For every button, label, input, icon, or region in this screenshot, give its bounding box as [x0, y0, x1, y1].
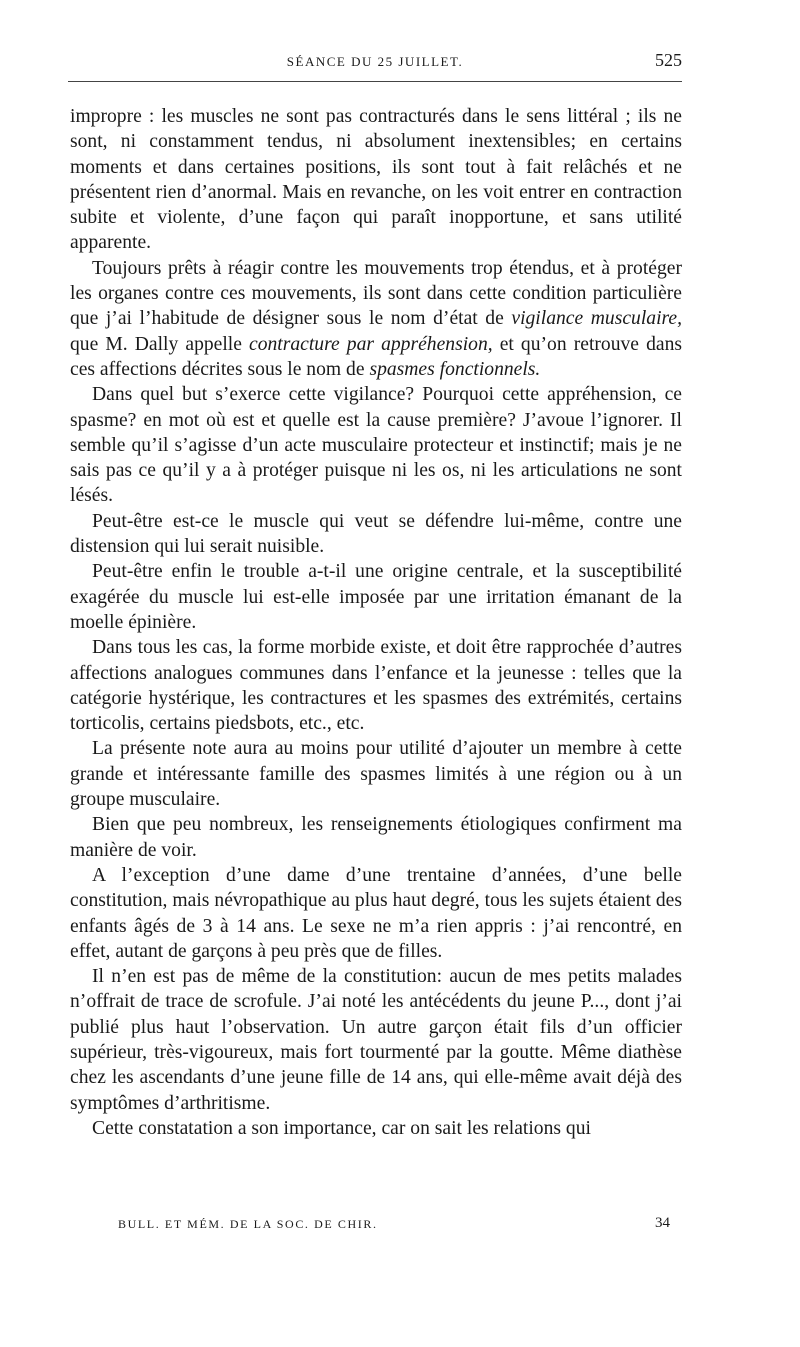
paragraph	[70, 812, 682, 863]
paragraph	[70, 104, 682, 256]
paragraph-text: que M. Dally appelle	[70, 333, 250, 355]
paragraph-text: Bien que peu nombreux, les renseignements étiologiques confirment ma manière de voir.	[70, 814, 682, 861]
paragraph-text: Peut-être enfin le trouble a-t-il une origine centrale, et la susceptibilité exagérée du muscle lui est-elle imposée par une irritation émanant de la moelle épinière.	[70, 561, 682, 633]
paragraph	[70, 635, 682, 736]
paragraph-text: Dans tous les cas, la forme morbide existe, et doit être rapprochée d’autres affections analogues communes dans l’enfance et la jeunesse : telles que la catégorie hystérique, les contractures et les spasmes des extrémités, certains torticolis, certains piedsbots, etc., etc.	[70, 637, 682, 735]
paragraph	[70, 863, 682, 964]
paragraph-text: Toujours prêts à réagir contre les mouvements trop étendus, et à protéger les organes contre ces mouvements, ils sont dans cette condition particulière que j’ai l’habitude de désigner sous le nom d’état de	[70, 257, 682, 330]
page-footer	[70, 1215, 682, 1237]
italic-text: contracture par appréhension,	[249, 333, 493, 355]
paragraph-text: Il n’en est pas de même de la constitution: aucun de mes petits malades n’offrait de trace de scrofule. J’ai noté les antécédents du jeune P..., dont j’ai publié plus haut l’observation. Un autre garçon était fils d’un officier supérieur, très-vigoureux, mais fort tourmenté par la goutte. Même diathèse chez les ascendants d’une jeune fille de 14 ans, qui elle-même avait déjà des symptômes d’arthritisme.	[70, 966, 682, 1114]
paragraph	[70, 736, 682, 812]
paragraph-text: impropre : les muscles ne sont pas contracturés dans le sens littéral ; ils ne sont, ni constamment tendus, ni absolument inextensibles; en certains moments et dans certaines positions, ils sont tout à fait relâchés et ne présentent rien d’anormal. Mais en revanche, on les voit entrer en contraction subite et violente, d’une façon qui paraît inopportune, et sans utilité apparente.	[70, 106, 682, 254]
paragraph-text: Dans quel but s’exerce cette vigilance? Pourquoi cette appréhension, ce spasme? en mot où est et quelle est la cause première? J’avoue l’ignorer. Il semble qu’il s’agisse d’un acte musculaire protecteur et instinctif; mais je ne sais pas ce qu’il y a à protéger puisque ni les os, ni les articulations ne sont lésés.	[70, 384, 682, 507]
page-number: 525	[655, 50, 682, 70]
italic-text: spasmes fonctionnels.	[369, 358, 541, 380]
paragraph	[70, 964, 682, 1116]
paragraph	[70, 559, 682, 635]
italic-text: vigilance musculaire,	[511, 308, 683, 330]
signature-mark: 34	[655, 1215, 670, 1231]
running-head: SÉANCE DU 25 JUILLET.	[286, 54, 464, 69]
paragraph	[70, 256, 682, 382]
paragraph-text: Peut-être est-ce le muscle qui veut se défendre lui-même, contre une distension qui lui serait nuisible.	[70, 510, 682, 558]
page-header	[68, 48, 682, 78]
paragraph	[70, 382, 682, 508]
paragraph-text: Cette constatation a son importance, car on sait les relations qui	[92, 1117, 591, 1139]
header-rule	[68, 81, 682, 82]
paragraph-text: et qu’on retrouve dans ces affections décrites sous le nom de	[70, 333, 682, 380]
journal-footer: BULL. ET MÉM. DE LA SOC. DE CHIR.	[118, 1217, 378, 1231]
paragraph	[70, 509, 682, 560]
paragraph-text: A l’exception d’une dame d’une trentaine d’années, d’une belle constitution, mais névropathique au plus haut degré, tous les sujets étaient des enfants âgés de 3 à 14 ans. Le sexe ne m’a rien appris : j’ai rencontré, en effet, autant de garçons à peu près que de filles.	[70, 864, 682, 962]
paragraph-text: La présente note aura au moins pour utilité d’ajouter un membre à cette grande et intéressante famille des spasmes limités à une région ou à un groupe musculaire.	[70, 738, 682, 811]
paragraph	[70, 1116, 682, 1141]
body-text	[70, 104, 682, 1141]
